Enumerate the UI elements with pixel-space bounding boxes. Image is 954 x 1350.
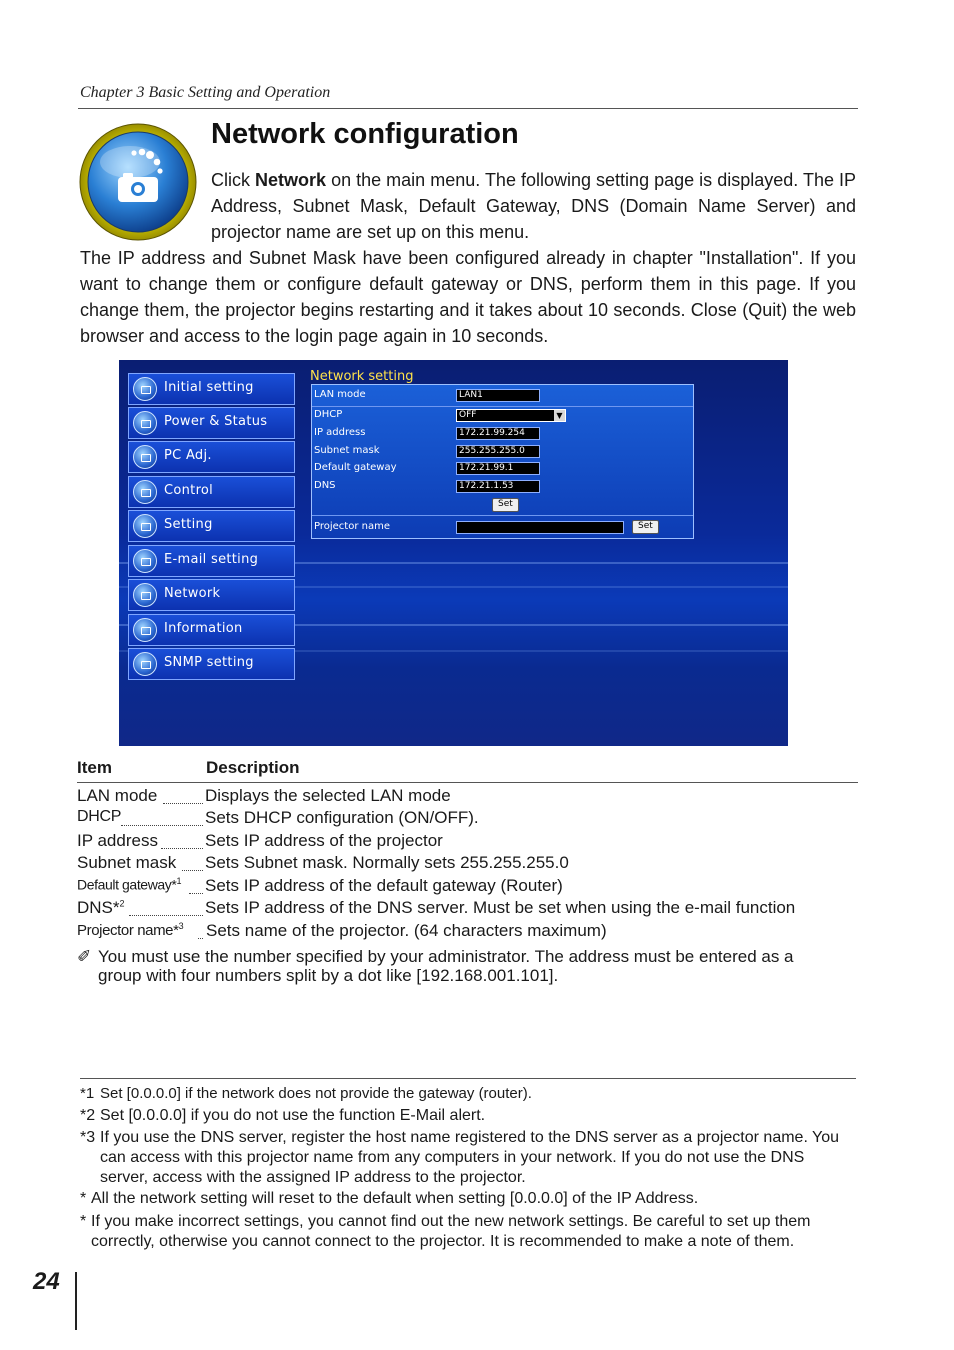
setting-icon — [133, 514, 157, 538]
pencil-icon: ✐ — [77, 947, 92, 966]
table-row: DHCP Sets DHCP configuration (ON/OFF). — [77, 808, 479, 827]
sidebar-item-snmp-setting[interactable]: SNMP setting — [128, 648, 295, 680]
ip-set-button[interactable]: Set — [492, 498, 519, 512]
sidebar-item-information[interactable]: Information — [128, 614, 295, 646]
network-setting-title: Network setting — [310, 369, 414, 384]
projector-name-set-button[interactable]: Set — [632, 520, 659, 534]
sidebar-item-initial-setting[interactable]: Initial setting — [128, 373, 295, 405]
table-row: IP address Sets IP address of the projector — [77, 831, 443, 850]
sidebar-item-pc-adj[interactable]: PC Adj. — [128, 441, 295, 473]
chevron-down-icon: ▼ — [554, 410, 565, 421]
table-row: DNS*$^2$ Sets IP address of the DNS server. Must be set when using the e-mail function — [77, 898, 796, 917]
table-row: Projector name*$^3$ Sets name of the projector. (64 characters maximum) — [77, 921, 607, 940]
intro-text: Click Network on the main menu. The following setting page is displayed. The IP Address, Subnet Mask, Default Gateway, DNS (Domain Name Server) and projector name are set up on this menu. — [211, 170, 857, 242]
page-number: 24 — [33, 1268, 60, 1295]
sidebar-item-power-status[interactable]: Power & Status — [128, 407, 295, 439]
information-icon — [133, 618, 157, 642]
body-paragraph: The IP address and Subnet Mask have been configured already in chapter "Installation". If you want to change them or configure default gateway or DNS, perform them in this page. If you change them, the projector begins restarting and it takes about 10 seconds. Close (Quit) the web browser and access to the login page again in 10 seconds. — [80, 248, 856, 346]
ip-address-input[interactable]: 172.21.99.254 — [456, 427, 540, 440]
table-row: Subnet mask Sets Subnet mask. Normally sets 255.255.255.0 — [77, 853, 569, 872]
email-setting-icon — [133, 549, 157, 573]
lan-mode-value: LAN1 — [456, 389, 540, 402]
dhcp-select[interactable]: OFF ▼ — [456, 409, 566, 422]
sidebar-item-network[interactable]: Network — [128, 579, 295, 611]
ip-settings-group: DHCP OFF ▼ IP address 172.21.99.254 Subnet mask 255.255.255.0 Default gateway 172.21.99.1 DNS 172.21.1.53 Set — [312, 407, 693, 516]
pc-adj-icon — [133, 445, 157, 469]
network-icon — [133, 583, 157, 607]
table-row: LAN mode Displays the selected LAN mode — [77, 786, 451, 805]
network-camera-icon — [78, 122, 198, 242]
chapter-header: Chapter 3 Basic Setting and Operation — [80, 84, 331, 101]
header-rule — [78, 108, 858, 109]
footnote-rule — [80, 1078, 856, 1079]
dns-input[interactable]: 172.21.1.53 — [456, 480, 540, 493]
snmp-setting-icon — [133, 652, 157, 676]
network-setting-screenshot — [119, 360, 788, 746]
page-title: Network configuration — [211, 118, 519, 150]
table-row: Default gateway*$^1$ Sets IP address of the default gateway (Router) — [77, 876, 563, 895]
network-setting-panel — [311, 384, 694, 539]
default-gateway-input[interactable]: 172.21.99.1 — [456, 462, 540, 475]
page-number-bar — [75, 1272, 77, 1330]
sidebar-item-setting[interactable]: Setting — [128, 510, 295, 542]
projector-name-row: Projector name Set — [312, 516, 693, 538]
sidebar-item-email-setting[interactable]: E-mail setting — [128, 545, 295, 577]
projector-name-input[interactable] — [456, 521, 624, 534]
power-status-icon — [133, 411, 157, 435]
lan-mode-row: LAN mode LAN1 — [312, 385, 693, 407]
control-icon — [133, 480, 157, 504]
table-head-item: Item — [77, 758, 112, 777]
table-head-description: Description — [206, 758, 300, 777]
table-rule — [77, 782, 858, 783]
sidebar-item-control[interactable]: Control — [128, 476, 295, 508]
initial-setting-icon — [133, 377, 157, 401]
subnet-mask-input[interactable]: 255.255.255.0 — [456, 445, 540, 458]
